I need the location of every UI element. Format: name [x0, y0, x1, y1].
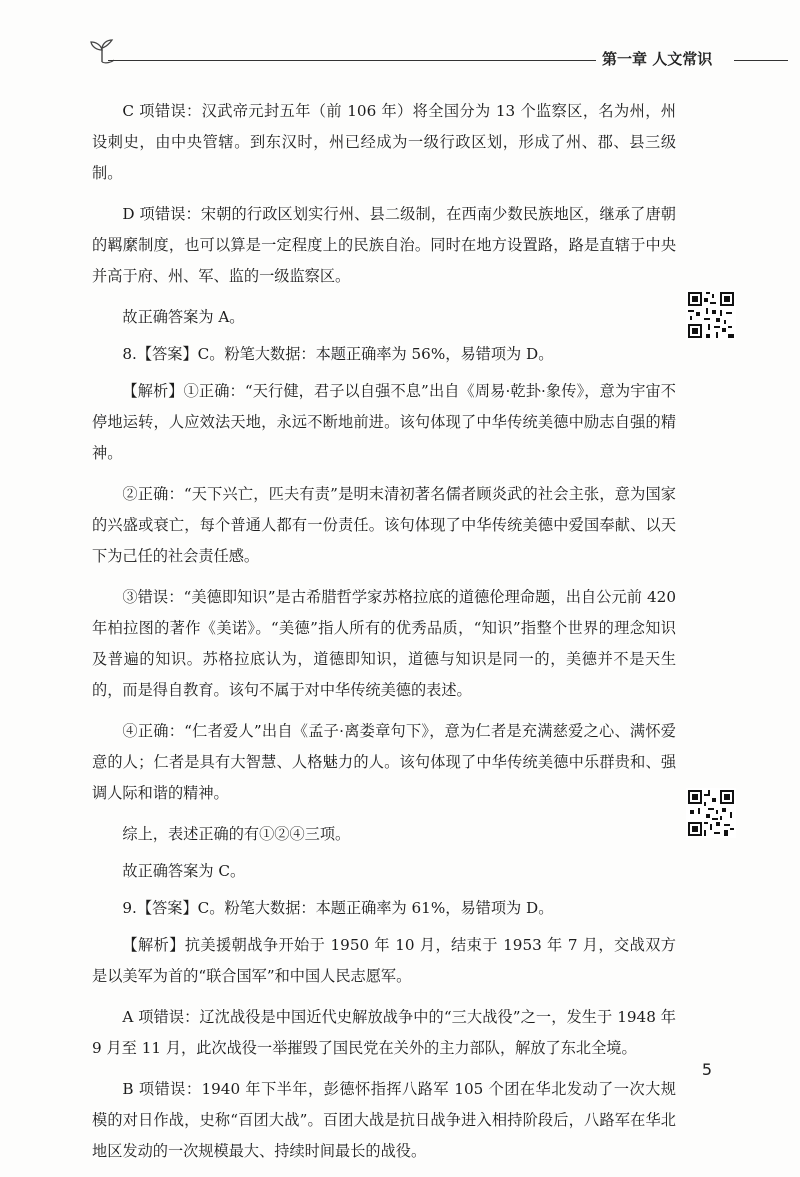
paragraph-d-option: D 项错误：宋朝的行政区划实行州、县二级制，在西南少数民族地区，继承了唐朝的羁縻制度，也可以算是一定程度上的民族自治。同时在地方设置路，路是直辖于中央并高于府、州、军、监的一级监察区。 — [92, 205, 676, 285]
paragraph-q7-conclusion: 故正确答案为 A。 — [122, 308, 245, 326]
page-number: 5 — [701, 1060, 712, 1079]
q9-b-option: B 项错误：1940 年下半年，彭德怀指挥八路军 105 个团在华北发动了一次大规模的对日作战，史称“百团大战”。百团大战是抗日战争进入相持阶段后，八路军在华北地区发动的一次规模最大、持续时间最长的战役。 — [92, 1080, 676, 1160]
sprout-icon — [88, 38, 116, 70]
paragraph-c-option: C 项错误：汉武帝元封五年（前 106 年）将全国分为 13 个监察区，名为州，州设刺史，由中央管辖。到东汉时，州已经成为一级行政区划，形成了州、郡、县三级制。 — [92, 102, 676, 182]
qr-code-icon — [686, 788, 736, 838]
q9-answer: 9.【答案】C。粉笔大数据：本题正确率为 61%，易错项为 D。 — [122, 899, 554, 917]
header-rule — [108, 60, 674, 61]
answer-explanations — [92, 96, 676, 1177]
q9-a-option: A 项错误：辽沈战役是中国近代史解放战争中的“三大战役”之一，发生于 1948 年 9 月至 11 月，此次战役一举摧毁了国民党在关外的主力部队，解放了东北全境。 — [92, 1008, 676, 1057]
q9-analysis: 【解析】抗美援朝战争开始于 1950 年 10 月，结束于 1953 年 7 月，交战双方是以美军为首的“联合国军”和中国人民志愿军。 — [92, 936, 676, 985]
q8-analysis-1: 【解析】①正确：“天行健，君子以自强不息”出自《周易·乾卦·象传》，意为宇宙不停地运转，人应效法天地，永远不断地前进。该句体现了中华传统美德中励志自强的精神。 — [92, 382, 676, 462]
q8-conclusion: 故正确答案为 C。 — [122, 862, 246, 880]
q8-analysis-4: ④正确：“仁者爱人”出自《孟子·离娄章句下》，意为仁者是充满慈爱之心、满怀爱意的人；仁者是具有大智慧、人格魅力的人。该句体现了中华传统美德中乐群贵和、强调人际和谐的精神。 — [92, 722, 676, 802]
qr-code-q9[interactable] — [686, 788, 736, 838]
header-rule-end — [734, 60, 788, 61]
running-header — [88, 38, 788, 78]
qr-code-icon — [686, 290, 736, 340]
q8-analysis-2: ②正确：“天下兴亡，匹夫有责”是明末清初著名儒者顾炎武的社会主张，意为国家的兴盛或衰亡，每个普通人都有一份责任。该句体现了中华传统美德中爱国奉献、以天下为己任的社会责任感。 — [92, 485, 676, 565]
q8-summary: 综上，表述正确的有①②④三项。 — [122, 825, 351, 843]
q8-answer: 8.【答案】C。粉笔大数据：本题正确率为 56%，易错项为 D。 — [122, 345, 554, 363]
qr-code-q8[interactable] — [686, 290, 736, 340]
chapter-title: 第一章 人文常识 — [596, 48, 718, 69]
q8-analysis-3: ③错误：“美德即知识”是古希腊哲学家苏格拉底的道德伦理命题，出自公元前 420 年柏拉图的著作《美诺》。“美德”指人所有的优秀品质，“知识”指整个世界的理念知识及普遍的知识。苏格拉底认为，道德即知识，道德与知识是同一的，美德并不是天生的，而是得自教育。该句不属于对中华传统美德的表述。 — [92, 588, 676, 699]
